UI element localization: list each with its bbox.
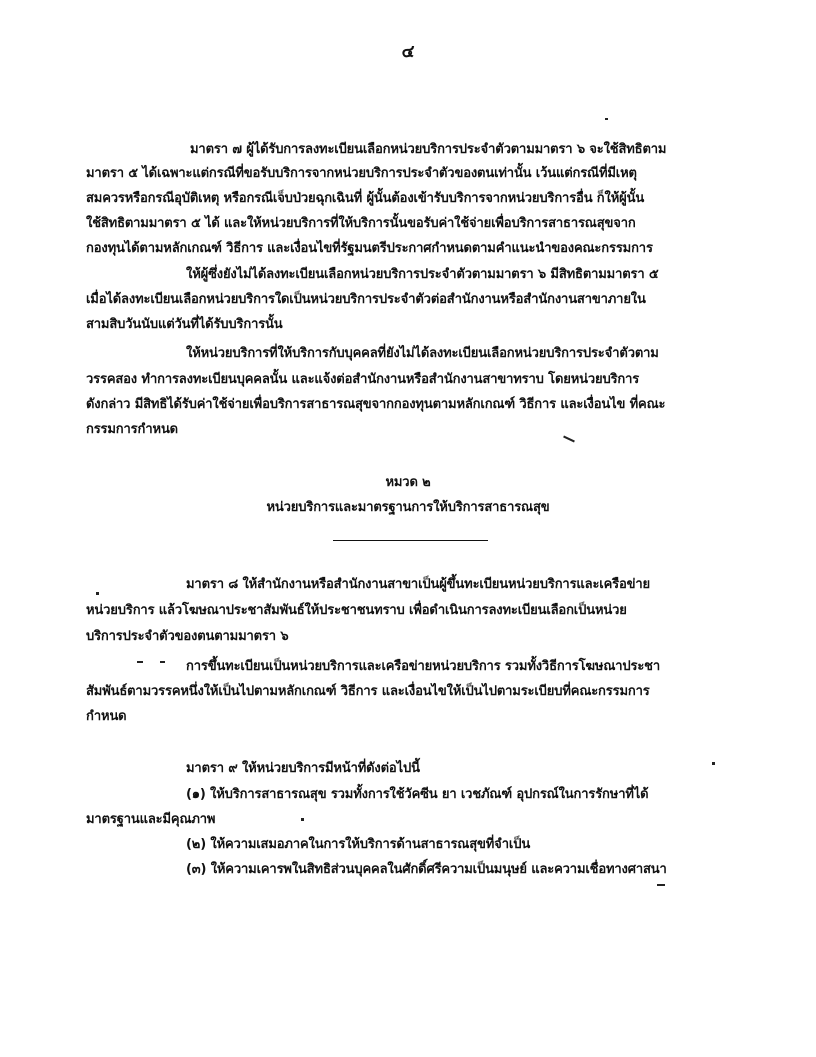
s7-line-8: สามสิบวันนับแต่วันที่ได้รับบริการนั้น [86, 317, 283, 332]
page-number: ๔ [401, 42, 415, 62]
s8-line-1: มาตรา ๘ ให้สำนักงานหรือสำนักงานสาขาเป็นผู้ขึ้นทะเบียนหน่วยบริการและเครือข่าย [186, 577, 650, 592]
s7-line-11: ดังกล่าว มีสิทธิได้รับค่าใช้จ่ายเพื่อบริการสาธารณสุขจากกองทุนตามหลักเกณฑ์ วิธีการ และเงื่อนไข ที่คณะ [86, 397, 666, 412]
s9-item-1-line-2: มาตรฐานและมีคุณภาพ [86, 812, 216, 827]
s7-line-1: มาตรา ๗ ผู้ได้รับการลงทะเบียนเลือกหน่วยบริการประจำตัวตามมาตรา ๖ จะใช้สิทธิตาม [190, 142, 667, 157]
s7-line-6: ให้ผู้ซึ่งยังไม่ได้ลงทะเบียนเลือกหน่วยบริการประจำตัวตามมาตรา ๖ มีสิทธิตามมาตรา ๕ [186, 267, 659, 282]
s9-item-2: (๒) ให้ความเสมอภาคในการให้บริการด้านสาธารณสุขที่จำเป็น [186, 837, 531, 852]
s8-line-5: สัมพันธ์ตามวรรคหนึ่งให้เป็นไปตามหลักเกณฑ์ วิธีการ และเงื่อนไขให้เป็นไปตามระเบียบที่คณะกรรมการ [86, 684, 650, 699]
s7-line-2: มาตรา ๕ ได้เฉพาะแต่กรณีที่ขอรับบริการจากหน่วยบริการประจำตัวของตนเท่านั้น เว้นแต่กรณีที่มีเหตุ [86, 166, 637, 181]
s8-line-6: กำหนด [86, 709, 127, 724]
scan-speck [712, 762, 715, 765]
s8-line-3: บริการประจำตัวของตนตามมาตรา ๖ [86, 629, 289, 644]
chapter-label: หมวด ๒ [385, 475, 431, 490]
s7-line-9: ให้หน่วยบริการที่ให้บริการกับบุคคลที่ยังไม่ได้ลงทะเบียนเลือกหน่วยบริการประจำตัวตาม [186, 346, 659, 361]
s7-line-10: วรรคสอง ทำการลงทะเบียนบุคคลนั้น และแจ้งต่อสำนักงานหรือสำนักงานสาขาทราบ โดยหน่วยบริการ [86, 372, 640, 387]
scan-speck [657, 884, 665, 886]
scan-speck [160, 661, 165, 663]
scan-speck [96, 592, 99, 595]
scan-speck [137, 661, 143, 663]
scan-speck [301, 818, 304, 821]
s7-line-5: กองทุนได้ตามหลักเกณฑ์ วิธีการ และเงื่อนไขที่รัฐมนตรีประกาศกำหนดตามคำแนะนำของคณะกรรมการ [86, 241, 653, 256]
s7-line-4: ใช้สิทธิตามมาตรา ๕ ได้ และให้หน่วยบริการที่ให้บริการนั้นขอรับค่าใช้จ่ายเพื่อบริการสาธารณสุขจาก [86, 216, 636, 231]
s7-line-3: สมควรหรือกรณีอุบัติเหตุ หรือกรณีเจ็บป่วยฉุกเฉินที่ ผู้นั้นต้องเข้ารับบริการจากหน่วยบริการอื่น ก็ให้ผู้นั้น [86, 191, 645, 206]
s9-item-3: (๓) ให้ความเคารพในสิทธิส่วนบุคคลในศักดิ์ศรีความเป็นมนุษย์ และความเชื่อทางศาสนา [186, 862, 667, 877]
chapter-underline [333, 540, 488, 541]
s8-line-2: หน่วยบริการ แล้วโฆษณาประชาสัมพันธ์ให้ประชาชนทราบ เพื่อดำเนินการลงทะเบียนเลือกเป็นหน่วย [86, 603, 627, 618]
chapter-title: หน่วยบริการและมาตรฐานการให้บริการสาธารณสุข [266, 500, 550, 515]
scan-speck [563, 436, 575, 443]
s7-line-12: กรรมการกำหนด [86, 422, 178, 437]
s7-line-7: เมื่อได้ลงทะเบียนเลือกหน่วยบริการใดเป็นหน่วยบริการประจำตัวต่อสำนักงานหรือสำนักงานสาขาภายใน [86, 292, 646, 307]
s9-line-1: มาตรา ๙ ให้หน่วยบริการมีหน้าที่ดังต่อไปนี้ [186, 761, 420, 776]
s9-item-1-line-1: (๑) ให้บริการสาธารณสุข รวมทั้งการใช้วัคซีน ยา เวชภัณฑ์ อุปกรณ์ในการรักษาที่ได้ [186, 787, 649, 802]
scan-speck [605, 118, 608, 120]
s8-line-4: การขึ้นทะเบียนเป็นหน่วยบริการและเครือข่ายหน่วยบริการ รวมทั้งวิธีการโฆษณาประชา [186, 659, 660, 674]
